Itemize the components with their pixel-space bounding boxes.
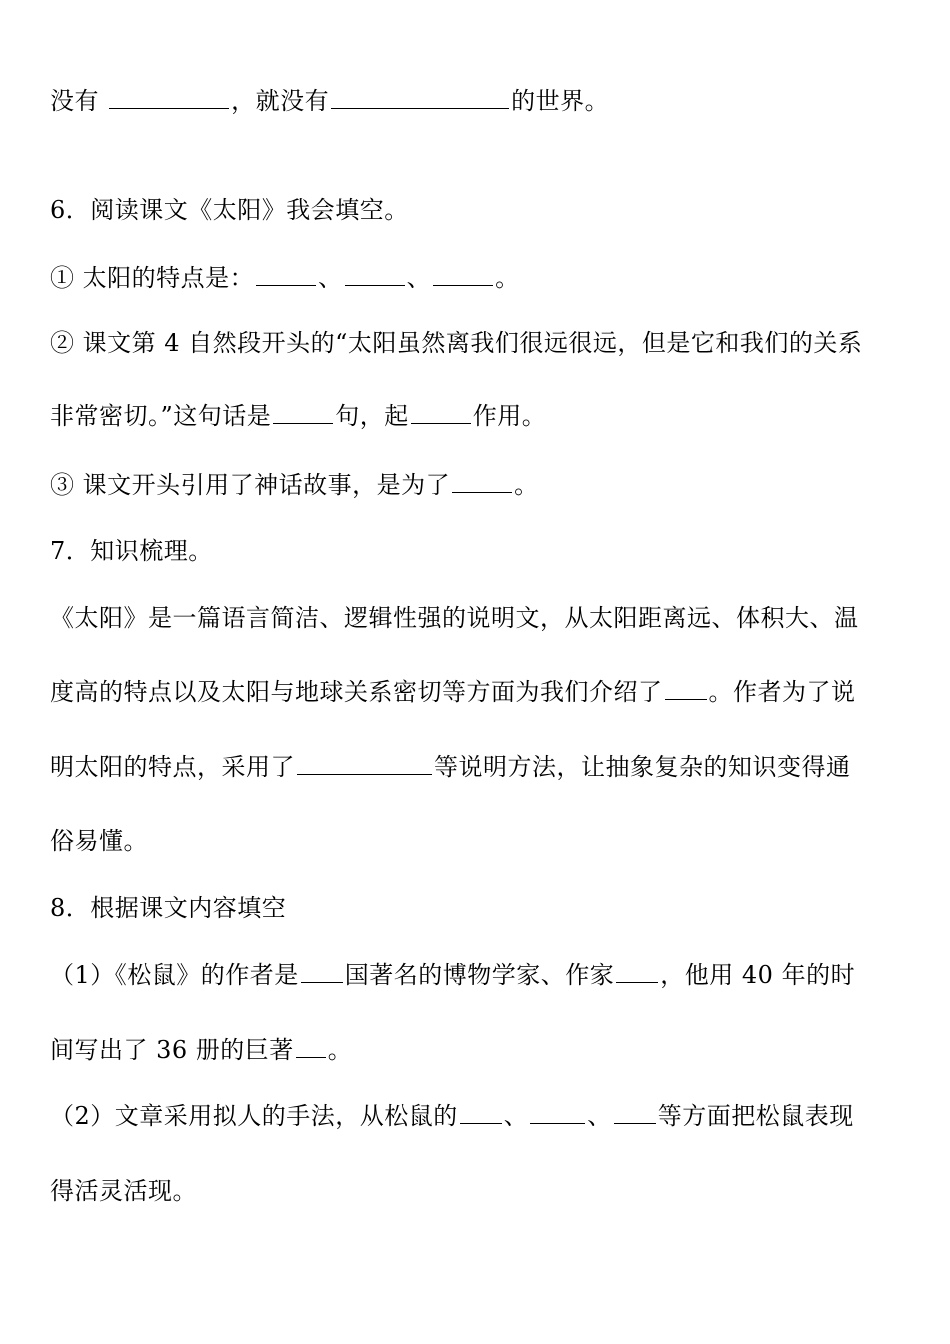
text: 。 [495, 264, 520, 292]
question-8-title [50, 893, 286, 923]
text: 《太阳》是一篇语言简洁、逻辑性强的说明文，从太阳距离远、体积大、温 [50, 604, 859, 632]
question-6-item-2-line-2 [50, 401, 546, 431]
answer-blank[interactable] [331, 86, 509, 109]
text: 句，起 [335, 402, 409, 430]
question-8-item-2-line-2 [50, 1176, 197, 1206]
line-no-world [50, 86, 609, 116]
question-7-paragraph-line-2 [50, 677, 856, 707]
question-8-item-2-line-1 [50, 1101, 854, 1131]
text: 。 [514, 471, 539, 499]
question-6-title [50, 195, 409, 225]
text: 、 [503, 1102, 529, 1130]
answer-blank[interactable] [616, 960, 658, 983]
question-6-item-2-line-1 [50, 328, 862, 358]
answer-blank[interactable] [256, 263, 316, 286]
text: 8．根据课文内容填空 [50, 894, 287, 922]
text: 等说明方法，让抽象复杂的知识变得通 [434, 753, 851, 781]
text: ③ 课文开头引用了神话故事，是为了 [50, 471, 451, 499]
text: 得活灵活现。 [50, 1177, 197, 1205]
text: ① 太阳的特点是： [50, 264, 255, 292]
answer-blank[interactable] [614, 1101, 656, 1124]
answer-blank[interactable] [297, 752, 432, 775]
text: 非常密切。”这句话是 [50, 402, 272, 430]
text: 、 [406, 264, 432, 292]
text: 俗易懂。 [50, 827, 148, 855]
answer-blank[interactable] [411, 401, 471, 424]
text: 。作者为了说 [708, 678, 856, 706]
text: 的世界。 [511, 87, 610, 115]
answer-blank[interactable] [296, 1035, 326, 1058]
text: （1）《松鼠》的作者是 [50, 961, 299, 989]
text: 间写出了 36 册的巨著 [50, 1036, 294, 1064]
text: 国著名的博物学家、作家 [344, 961, 615, 989]
text: 7．知识梳理。 [50, 537, 213, 565]
question-7-paragraph-line-1 [50, 603, 859, 633]
text: 。 [327, 1036, 353, 1064]
text: ，他用 40 年的时 [660, 961, 856, 989]
answer-blank[interactable] [452, 470, 512, 493]
text: 、 [587, 1102, 612, 1130]
question-8-item-1-line-1 [50, 960, 855, 990]
answer-blank[interactable] [530, 1101, 585, 1124]
text: ② 课文第 4 自然段开头的“太阳虽然离我们很远很远，但是它和我们的关系 [50, 329, 863, 357]
answer-blank[interactable] [273, 401, 333, 424]
text: 等方面把松鼠表现 [657, 1102, 854, 1130]
answer-blank[interactable] [301, 960, 343, 983]
answer-blank[interactable] [433, 263, 493, 286]
text: 作用。 [472, 402, 547, 430]
question-7-paragraph-line-4 [50, 826, 148, 856]
answer-blank[interactable] [109, 86, 229, 109]
question-6-item-1 [50, 263, 520, 293]
question-7-title [50, 536, 213, 566]
answer-blank[interactable] [665, 677, 707, 700]
text: ，就没有 [231, 87, 330, 115]
question-6-item-3 [50, 470, 539, 500]
question-7-paragraph-line-3 [50, 752, 851, 782]
text: 度高的特点以及太阳与地球关系密切等方面为我们介绍了 [50, 678, 663, 706]
text: 没有 [50, 87, 108, 115]
text: 6．阅读课文《太阳》我会填空。 [50, 196, 409, 224]
answer-blank[interactable] [345, 263, 405, 286]
text: 明太阳的特点，采用了 [50, 753, 295, 781]
text: （2）文章采用拟人的手法，从松鼠的 [50, 1102, 458, 1130]
question-8-item-1-line-2 [50, 1035, 352, 1065]
answer-blank[interactable] [460, 1101, 502, 1124]
text: 、 [318, 264, 343, 292]
